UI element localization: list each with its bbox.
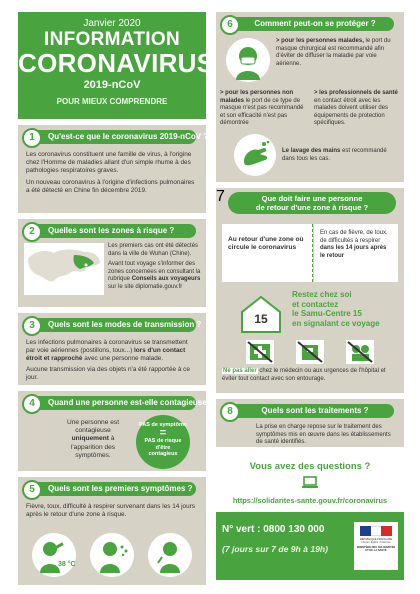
section-4-p1c: à l'apparition des symptômes. bbox=[70, 435, 116, 459]
advice-masks-sick bbox=[276, 38, 400, 68]
header-title-coronavirus: CORONAVIRUS bbox=[18, 48, 215, 78]
section-1-question: Qu'est-ce que le coronavirus 2019-nCoV ? bbox=[30, 130, 196, 144]
advice-sick-title: > pour les personnes malades, bbox=[276, 38, 364, 44]
header-block bbox=[18, 12, 215, 119]
section-7-header bbox=[216, 188, 404, 218]
section-7-right-text bbox=[314, 224, 398, 266]
section-4-header bbox=[18, 391, 214, 413]
temperature-label: 38 °C bbox=[58, 561, 76, 568]
no-go-bold: Ne pas aller bbox=[223, 368, 257, 374]
hand-washing-icon bbox=[234, 134, 276, 176]
no-hospital-icon bbox=[296, 340, 324, 364]
section-2-text bbox=[108, 243, 202, 292]
header-title-ncov: 2019-nCoV bbox=[83, 79, 141, 91]
section-7-right-text-1: En cas de fièvre, de toux, de difficultés à respirer bbox=[320, 230, 388, 244]
contagion-badge bbox=[136, 415, 190, 469]
section-7-question-line-1: Que doit faire une personne bbox=[261, 194, 363, 203]
section-3-text bbox=[18, 335, 206, 386]
section-8-text: La prise en charge repose sur le traitement des symptômes mis en œuvre dans les établissements de santé identifiés. bbox=[256, 424, 391, 446]
right-column bbox=[216, 12, 404, 447]
hotline-block bbox=[216, 512, 404, 580]
section-6-question: Comment peut-on se protéger ? bbox=[228, 17, 394, 31]
section-1-number: 1 bbox=[22, 128, 42, 148]
section-8-number: 8 bbox=[220, 402, 240, 422]
world-map-icon bbox=[24, 243, 104, 295]
cough-icon bbox=[90, 533, 134, 577]
contagion-badge-line-1: PAS de symptôme bbox=[139, 422, 187, 428]
advice-hands-text: est recommandé dans tous les cas. bbox=[282, 148, 387, 162]
no-go-text bbox=[222, 368, 400, 383]
mask-icon bbox=[226, 38, 270, 82]
hotline-hours: (7 jours sur 7 de 9h à 19h) bbox=[222, 544, 329, 554]
logo-republique: RÉPUBLIQUE FRANÇAISE bbox=[359, 538, 393, 541]
laptop-icon bbox=[216, 476, 404, 494]
no-doctor-icon bbox=[246, 340, 274, 364]
advice-not-sick-title: > pour les personnes non malades bbox=[220, 90, 294, 104]
call-line-3: le Samu-Centre 15 bbox=[292, 309, 362, 319]
section-3-number: 3 bbox=[22, 316, 42, 336]
section-7-left-box bbox=[222, 224, 313, 282]
section-3 bbox=[18, 313, 206, 385]
section-5-question: Quels sont les premiers symptômes ? bbox=[30, 482, 196, 496]
section-4-text bbox=[58, 419, 128, 460]
header-title-information: INFORMATION bbox=[44, 29, 180, 50]
section-4 bbox=[18, 391, 214, 471]
advice-professionals-text: en contact étroit avec les malades doivent utiliser des équipements de protection spécifiques. bbox=[314, 97, 389, 127]
advice-hand-washing bbox=[282, 148, 400, 163]
contagion-badge-line-2: PAS de risque d'être contagieux bbox=[144, 438, 182, 457]
call-line-2: et contactez bbox=[292, 299, 339, 309]
section-4-uniquement: uniquement bbox=[71, 435, 109, 443]
section-3-question: Quels sont les modes de transmission ? bbox=[30, 318, 196, 332]
section-2-paragraph-2a: Avant tout voyage s'informer des zones concernées en consultant la rubrique bbox=[108, 261, 201, 283]
section-3-header bbox=[18, 313, 206, 335]
contagion-badge-equals: = bbox=[159, 427, 167, 439]
call-samu-text bbox=[292, 290, 400, 328]
section-6-header bbox=[216, 12, 404, 34]
section-3-paragraph-1 bbox=[26, 339, 198, 363]
header-subtitle: POUR MIEUX COMPRENDRE bbox=[56, 97, 168, 106]
breathing-difficulty-icon bbox=[148, 533, 192, 577]
call-line-4: en signalant ce voyage bbox=[292, 318, 380, 328]
section-2-paragraph-2 bbox=[108, 261, 202, 291]
section-2-paragraph-1: Les premiers cas ont été détectés dans la ville de Wuhan (Chine). bbox=[108, 243, 199, 257]
section-4-question: Quand une personne est-elle contagieuse ? bbox=[30, 396, 196, 410]
section-2-header bbox=[18, 219, 206, 241]
header-date: Janvier 2020 bbox=[83, 18, 141, 29]
section-5-number: 5 bbox=[22, 480, 42, 500]
section-2-question: Quelles sont les zones à risque ? bbox=[30, 224, 196, 238]
contact-url-link[interactable]: https://solidarites-sante.gouv.fr/coronavirus bbox=[232, 496, 388, 505]
fever-icon bbox=[32, 533, 76, 577]
advice-not-sick-text: le port de ce type de masque n'est pas recommandé et son efficacité n'est pas démontrée bbox=[220, 97, 304, 127]
contact-question: Vous avez des questions ? bbox=[249, 461, 371, 472]
section-1-paragraph-1: Les coronavirus constituent une famille de virus, à l'origine chez l'Homme de maladies allant d'un simple rhume à des pathologies respiratoires graves. bbox=[26, 151, 192, 174]
no-contact-icon bbox=[346, 340, 374, 364]
section-7-right-box bbox=[314, 224, 398, 282]
left-column bbox=[18, 12, 215, 585]
section-8-header bbox=[216, 399, 404, 421]
section-3-p1a: Les infections pulmonaires à coronavirus se transmettent par voie aériennes (postillons, toux...) bbox=[26, 339, 188, 354]
section-1-text bbox=[18, 147, 206, 199]
advice-sick-text: le port du masque chirurgical est recommandé afin d'éviter de diffuser la maladie par voie aérienne. bbox=[276, 38, 391, 67]
section-4-p1a: Une personne est contagieuse bbox=[66, 419, 120, 435]
section-5-header bbox=[18, 477, 206, 499]
logo-devise: Liberté • Égalité • Fraternité bbox=[361, 541, 391, 545]
section-5 bbox=[18, 477, 206, 585]
advice-professionals-title: > les professionnels de santé bbox=[314, 90, 398, 96]
house-15-icon bbox=[236, 294, 286, 334]
advice-masks-not-sick bbox=[220, 90, 308, 128]
section-2-paragraph-2c: sur le site diplomatie.gouv.fr bbox=[108, 283, 183, 290]
section-4-number: 4 bbox=[22, 394, 42, 414]
section-6 bbox=[216, 12, 404, 182]
section-7 bbox=[216, 188, 404, 393]
logo-ministere: MINISTÈRE DES SOLIDARITÉS ET DE LA SANTÉ bbox=[356, 546, 396, 553]
section-5-text: Fièvre, toux, difficulté à respirer survenant dans les 14 jours après le retour d'une zone à risque. bbox=[26, 503, 195, 518]
section-3-p1c: avec une personne malade. bbox=[82, 355, 164, 362]
section-7-left-text: Au retour d'une zone où circule le coronavirus bbox=[228, 236, 304, 251]
section-1-header bbox=[18, 125, 209, 147]
section-3-p1b: lors d'un contact étroit et rapproché bbox=[26, 347, 186, 362]
section-8-question: Quels sont les traitements ? bbox=[228, 404, 394, 418]
french-flag-icon bbox=[360, 526, 392, 536]
call-line-1: Restez chez soi bbox=[292, 290, 352, 299]
advice-hands-title: Le lavage des mains bbox=[282, 148, 341, 154]
section-8 bbox=[216, 399, 404, 447]
advice-health-professionals bbox=[314, 90, 400, 128]
section-1-paragraph-2: Un nouveau coronavirus à l'origine d'infections pulmonaires a été détecté en Chine fin décembre 2019. bbox=[26, 179, 195, 194]
section-6-number: 6 bbox=[220, 15, 240, 35]
section-2-conseils: Conseils aux voyageurs bbox=[131, 276, 201, 283]
samu-15-badge: 15 bbox=[254, 312, 268, 326]
section-1 bbox=[18, 125, 209, 213]
hotline-number: N° vert : 0800 130 000 bbox=[222, 524, 325, 535]
section-7-number: 7 bbox=[216, 188, 225, 205]
section-7-right-text-2: dans les 14 jours après le retour bbox=[320, 245, 387, 259]
section-2 bbox=[18, 219, 206, 307]
no-go-rest: chez le médecin ou aux urgences de l'hôpital et éviter tout contact avec son entourage. bbox=[222, 368, 386, 382]
section-7-question bbox=[228, 192, 396, 214]
ministry-logo bbox=[354, 522, 398, 570]
infographic-page bbox=[18, 12, 404, 580]
section-2-number: 2 bbox=[22, 222, 42, 242]
section-3-paragraph-2: Aucune transmission via des objets n'a été rapportée à ce jour. bbox=[26, 366, 190, 381]
section-7-question-line-2: de retour d'une zone à risque ? bbox=[255, 203, 369, 212]
